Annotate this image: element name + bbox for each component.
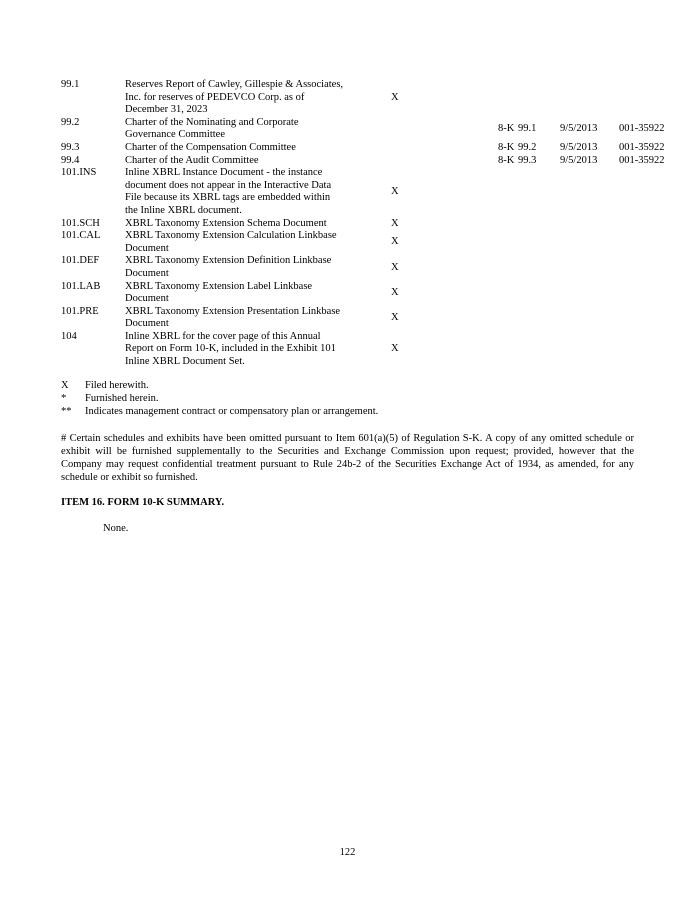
description-line: Charter of the Audit Committee: [125, 154, 259, 166]
filed-herewith-mark: X: [391, 186, 399, 198]
description-line: Document: [125, 293, 169, 305]
table-row: [61, 155, 679, 168]
table-row: [61, 331, 679, 369]
exhibit-number: 101.LAB: [61, 280, 101, 292]
exhibit-number: 99.4: [61, 154, 80, 166]
referenced-exhibit: 99.2: [518, 141, 537, 153]
table-row: [61, 255, 679, 280]
form-type: [478, 306, 518, 331]
filing-date: [560, 306, 619, 331]
form-type: [478, 218, 518, 231]
exhibit-description: [125, 255, 373, 280]
table-row: [61, 142, 679, 155]
description-line: Document: [125, 267, 169, 279]
exhibit-number: 101.PRE: [61, 305, 99, 317]
description-line: Document: [125, 318, 169, 330]
exhibit-number: 101.CAL: [61, 230, 101, 242]
filed-herewith-mark: X: [391, 343, 399, 355]
legend-text: Furnished herein.: [85, 393, 159, 404]
exhibit-description: [125, 230, 373, 255]
exhibit-number: 101.DEF: [61, 255, 100, 267]
item-16-heading: ITEM 16. FORM 10-K SUMMARY.: [61, 497, 225, 508]
file-number: [619, 167, 679, 217]
filing-date: 9/5/2013: [560, 154, 598, 166]
form-type: [478, 167, 518, 217]
description-line: Document: [125, 242, 169, 254]
exhibit-description: [125, 306, 373, 331]
file-number: [619, 218, 679, 231]
exhibit-number: 101.SCH: [61, 217, 100, 229]
referenced-exhibit: [518, 306, 560, 331]
legend-symbol: X: [61, 380, 69, 391]
filing-date: [560, 230, 619, 255]
description-line: File because its XBRL tags are embedded within: [125, 192, 331, 204]
file-number: [619, 331, 679, 369]
form-type: 8-K: [498, 141, 515, 153]
filed-herewith-mark: [373, 155, 478, 168]
exhibit-description: [125, 155, 373, 168]
form-type: 8-K: [498, 123, 515, 135]
form-type: [478, 230, 518, 255]
file-number: [619, 255, 679, 280]
legend-item: [61, 392, 378, 405]
legend-item: [61, 405, 378, 418]
description-line: the Inline XBRL document.: [125, 204, 242, 216]
table-row: [61, 117, 679, 142]
referenced-exhibit: [518, 331, 560, 369]
exhibit-description: [125, 117, 373, 142]
exhibit-description: [125, 218, 373, 231]
file-number: 001-35922: [619, 141, 665, 153]
exhibit-description: [125, 281, 373, 306]
description-line: Inc. for reserves of PEDEVCO Corp. as of: [125, 91, 305, 103]
legend-text: Indicates management contract or compensatory plan or arrangement.: [85, 406, 379, 417]
referenced-exhibit: 99.1: [518, 123, 537, 135]
filing-date: [560, 255, 619, 280]
page-number: 122: [339, 847, 356, 858]
form-type: [478, 79, 518, 117]
omitted-schedules-note: # Certain schedules and exhibits have been omitted pursuant to Item 601(a)(5) of Regulation S-K. A copy of any omitted schedule or exhibit will be furnished supplementally to the Securities and Exchange Commission upon request; provided, however that the Company may request confidential treatment pursuant to Rule 24b-2 of the Securities Exchange Act of 1934, as amended, for any schedule or exhibit so furnished.: [61, 433, 634, 483]
table-row: [61, 167, 679, 217]
exhibit-number: 99.3: [61, 141, 80, 153]
file-number: [619, 281, 679, 306]
description-line: XBRL Taxonomy Extension Definition Linkbase: [125, 255, 332, 267]
referenced-exhibit: 99.3: [518, 154, 537, 166]
file-number: [619, 230, 679, 255]
form-type: [478, 281, 518, 306]
table-row: [61, 281, 679, 306]
filed-herewith-mark: X: [391, 311, 399, 323]
filing-date: [560, 79, 619, 117]
description-line: Reserves Report of Cawley, Gillespie & Associates,: [125, 79, 344, 90]
exhibit-index-table: [61, 79, 679, 369]
legend-symbol: *: [61, 393, 67, 404]
exhibit-rows: [61, 79, 679, 369]
exhibit-number: 99.1: [61, 79, 80, 90]
filing-date: [560, 331, 619, 369]
filing-date: 9/5/2013: [560, 123, 598, 135]
referenced-exhibit: [518, 281, 560, 306]
exhibit-description: [125, 331, 373, 369]
exhibit-description: [125, 142, 373, 155]
description-line: document does not appear in the Interactive Data: [125, 179, 332, 191]
description-line: XBRL Taxonomy Extension Schema Document: [125, 217, 327, 229]
referenced-exhibit: [518, 230, 560, 255]
filed-herewith-mark: [373, 142, 478, 155]
file-number: [619, 79, 679, 117]
description-line: XBRL Taxonomy Extension Label Linkbase: [125, 280, 313, 292]
referenced-exhibit: [518, 167, 560, 217]
legend-item: [61, 379, 378, 392]
form-type: 8-K: [498, 154, 515, 166]
description-line: Inline XBRL Document Set.: [125, 356, 245, 368]
exhibit-number: 104: [61, 330, 77, 342]
filed-herewith-mark: X: [391, 261, 399, 273]
exhibit-number: 99.2: [61, 116, 80, 128]
filing-date: [560, 167, 619, 217]
file-number: 001-35922: [619, 154, 665, 166]
table-row: [61, 79, 679, 117]
description-line: December 31, 2023: [125, 104, 208, 116]
filed-herewith-mark: X: [391, 91, 399, 103]
file-number: [619, 306, 679, 331]
table-row: [61, 218, 679, 231]
description-line: Charter of the Nominating and Corporate: [125, 116, 299, 128]
table-row: [61, 306, 679, 331]
exhibit-description: [125, 79, 373, 117]
description-line: Governance Committee: [125, 129, 226, 141]
filing-date: 9/5/2013: [560, 141, 598, 153]
file-number: 001-35922: [619, 123, 665, 135]
description-line: XBRL Taxonomy Extension Calculation Linkbase: [125, 230, 337, 242]
filed-herewith-mark: X: [391, 286, 399, 298]
description-line: XBRL Taxonomy Extension Presentation Linkbase: [125, 305, 341, 317]
referenced-exhibit: [518, 255, 560, 280]
description-line: Report on Form 10-K, included in the Exhibit 101: [125, 343, 336, 355]
referenced-exhibit: [518, 218, 560, 231]
filing-date: [560, 218, 619, 231]
description-line: Charter of the Compensation Committee: [125, 141, 296, 153]
form-type: [478, 331, 518, 369]
form-type: [478, 255, 518, 280]
legend: [61, 379, 378, 418]
description-line: Inline XBRL for the cover page of this Annual: [125, 330, 321, 342]
filed-herewith-mark: X: [391, 217, 399, 229]
legend-symbol: **: [61, 406, 72, 417]
filed-herewith-mark: [373, 117, 478, 142]
filed-herewith-mark: X: [391, 236, 399, 248]
referenced-exhibit: [518, 79, 560, 117]
filing-date: [560, 281, 619, 306]
exhibit-number: 101.INS: [61, 167, 97, 179]
exhibit-description: [125, 167, 373, 217]
table-row: [61, 230, 679, 255]
legend-text: Filed herewith.: [85, 380, 149, 391]
description-line: Inline XBRL Instance Document - the instance: [125, 167, 323, 179]
item-16-body: None.: [103, 523, 129, 534]
